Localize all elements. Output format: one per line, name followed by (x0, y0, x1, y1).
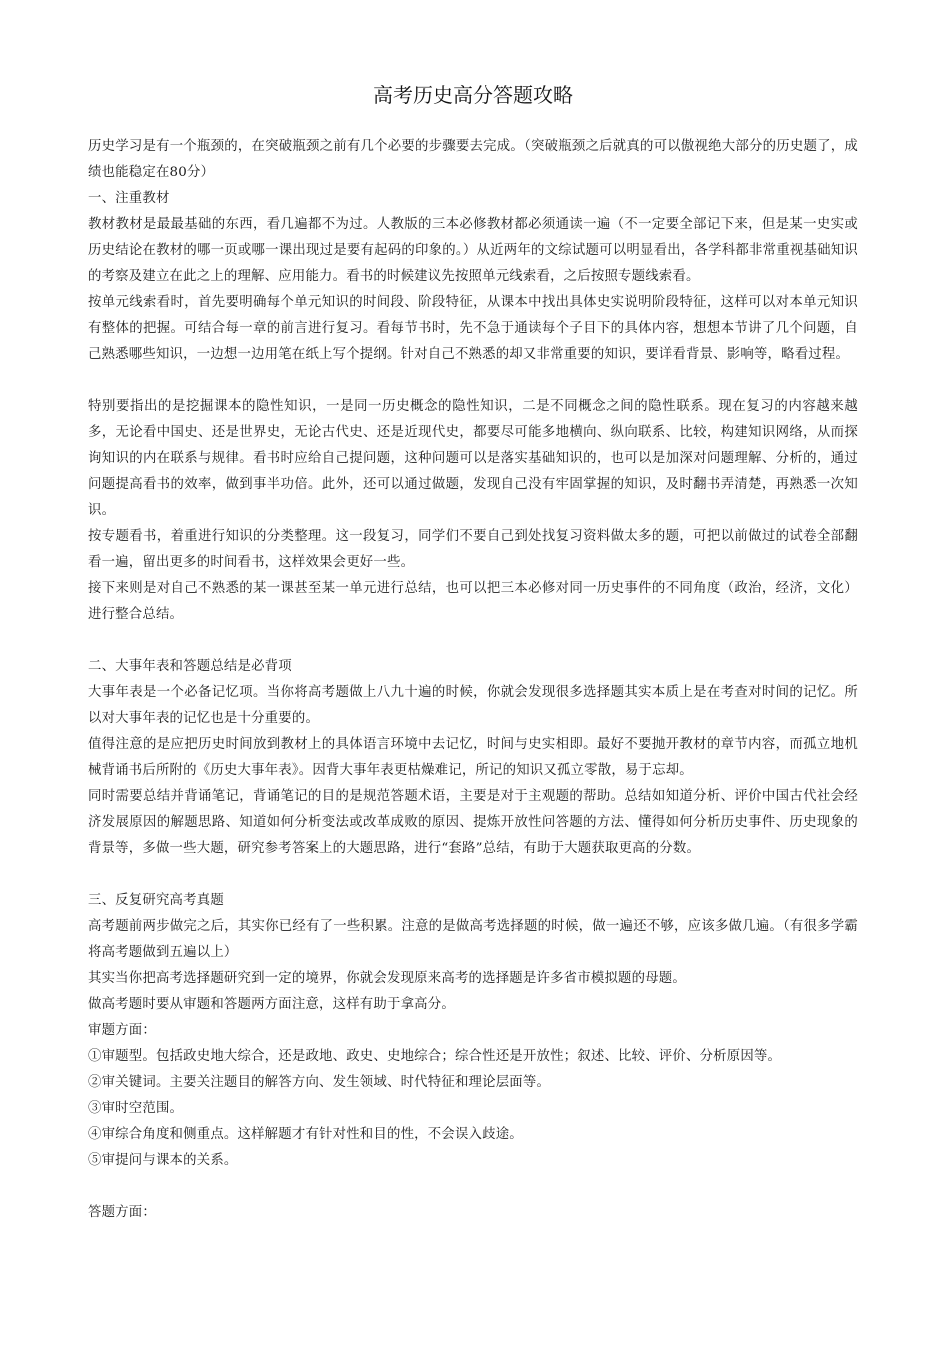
paragraph-notes-summary: 同时需要总结并背诵笔记，背诵笔记的目的是规范答题术语，主要是对于主观题的帮助。总结如知道分析、评价中国古代社会经济发展原因的解题思路、知道如何分析变法或改革成败的原因、提炼开放性问答题的方法、懂得如何分析历史事件、历史现象的背景等，多做一些大题，研究参考答案上的大题思路，进行“套路”总结，有助于大题获取更高的分数。 (88, 789, 858, 856)
list-item-question-type: ①审题型。包括政史地大综合，还是政地、政史、史地综合；综合性还是开放性；叙述、比较、评价、分析原因等。 (88, 1049, 782, 1064)
paragraph-unit-summary: 接下来则是对自己不熟悉的某一课甚至某一单元进行总结，也可以把三本必修对同一历史事件的不同角度（政治，经济，文化）进行整合总结。 (88, 581, 858, 622)
paragraph-timeline-context: 值得注意的是应把历史时间放到教材上的具体语言环境中去记忆，时间与史实相即。最好不要抛开教材的章节内容，而孤立地机械背诵书后所附的《历史大事年表》。因背大事年表更枯燥难记，所记的知识又孤立零散，易于忘却。 (88, 737, 858, 778)
list-item-textbook-relation: ⑤审提问与课本的关系。 (88, 1153, 238, 1168)
blank-line (88, 1174, 858, 1200)
paragraph-hidden-knowledge: 特别要指出的是挖掘课本的隐性知识，一是同一历史概念的隐性知识，二是不同概念之间的隐性联系。现在复习的内容越来越多，无论看中国史、还是世界史，无论古代史、还是近现代史，都要尽可能多地横向、纵向联系、比较，构建知识网络，从而探询知识的内在联系与规律。看书时应给自己提问题，这种问题可以是落实基础知识的，也可以是加深对问题理解、分析的，通过问题提高看书的效率，做到事半功倍。此外，还可以通过做题，发现自己没有牢固掌握的知识，及时翻书弄清楚，再熟悉一次知识。 (88, 399, 858, 518)
list-item-keywords: ②审关键词。主要关注题目的解答方向、发生领域、时代特征和理论层面等。 (88, 1075, 551, 1090)
list-item-time-space: ③审时空范围。 (88, 1101, 184, 1116)
list-item-focus: ④审综合角度和侧重点。这样解题才有针对性和目的性，不会误入歧途。 (88, 1127, 523, 1142)
blank-line (88, 368, 858, 394)
paragraph-mother-questions: 其实当你把高考选择题研究到一定的境界，你就会发现原来高考的选择题是许多省市模拟题的母题。 (88, 971, 686, 986)
document-body (88, 134, 858, 1226)
blank-line (88, 862, 858, 888)
section-heading-textbook: 一、注重教材 (88, 191, 170, 206)
paragraph-textbook-basics: 教材教材是最最基础的东西，看几遍都不为过。人教版的三本必修教材都必须通读一遍（不一定要全部记下来，但是某一史实或历史结论在教材的哪一页或哪一课出现过是要有起码的印象的。）从近两年的文综试题可以明显看出，各学科都非常重视基础知识的考察及建立在此之上的理解、应用能力。看书的时候建议先按照单元线索看，之后按照专题线索看。 (88, 217, 858, 284)
section-heading-timeline: 二、大事年表和答题总结是必背项 (88, 659, 292, 674)
document-title: 高考历史高分答题攻略 (373, 83, 573, 107)
subheading-reading-questions: 审题方面： (88, 1023, 156, 1038)
paragraph-intro: 历史学习是有一个瓶颈的，在突破瓶颈之前有几个必要的步骤要去完成。（突破瓶颈之后就真的可以傲视绝大部分的历史题了，成绩也能稳定在80分） (88, 139, 858, 180)
blank-line (88, 628, 858, 654)
paragraph-past-papers-practice: 高考题前两步做完之后，其实你已经有了一些积累。注意的是做高考选择题的时候，做一遍还不够，应该多做几遍。（有很多学霸将高考题做到五遍以上） (88, 919, 858, 960)
paragraph-two-aspects: 做高考题时要从审题和答题两方面注意，这样有助于拿高分。 (88, 997, 455, 1012)
document-page (88, 78, 858, 1226)
paragraph-timeline-memory: 大事年表是一个必备记忆项。当你将高考题做上八九十遍的时候，你就会发现很多选择题其实本质上是在考查对时间的记忆。所以对大事年表的记忆也是十分重要的。 (88, 685, 858, 726)
section-heading-past-papers: 三、反复研究高考真题 (88, 893, 224, 908)
subheading-answering: 答题方面： (88, 1205, 156, 1220)
paragraph-topic-reading: 按专题看书，着重进行知识的分类整理。这一段复习，同学们不要自己到处找复习资料做太多的题，可把以前做过的试卷全部翻看一遍，留出更多的时间看书，这样效果会更好一些。 (88, 529, 858, 570)
paragraph-unit-clues: 按单元线索看时，首先要明确每个单元知识的时间段、阶段特征，从课本中找出具体史实说明阶段特征，这样可以对本单元知识有整体的把握。可结合每一章的前言进行复习。看每节书时，先不急于通读每个子目下的具体内容，想想本节讲了几个问题，自己熟悉哪些知识，一边想一边用笔在纸上写个提纲。针对自己不熟悉的却又非常重要的知识，要详看背景、影响等，略看过程。 (88, 295, 858, 362)
